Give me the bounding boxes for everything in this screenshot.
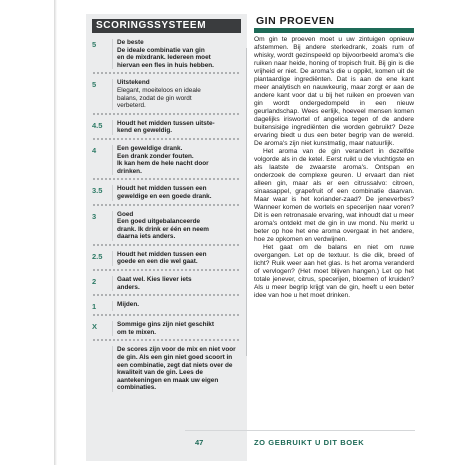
score-description: kend en geweldig.: [117, 127, 173, 135]
score-description: Ik kan hem de hele nacht door: [117, 160, 209, 168]
score-label: Een geweldige drank.: [117, 144, 183, 152]
section-body: [254, 36, 414, 300]
paragraph-1: Om gin te proeven moet u uw zintuigen opnieuw afstemmen. Bij andere sterkedrank, zoals rum of whisky, wordt gezinspeeld op bijvoorbeeld aroma's die ruiken naar heide, honing of tropisch fruit. Bij gin is die vrijheid er niet. De aroma's die u oppikt, komen uit de plantaardige ingrediënten. Dat is aan de ene kant meer analytisch en nauwkeurig, maar zorgt er aan de andere kant voor dat u bij het ruiken en proeven van gin wordt ondergedompeld in een nieuw geurlandschap. Wees eerlijk, hoeveel mensen komen dagelijks iriswortel of angelica tegen of de andere buitensisige ingrediënten die worden gebruikt? Deze ervaring biedt u dus een beter begrip van de wereld. De aroma's zijn niet kunstmatig, maar natuurlijk.: [254, 36, 414, 147]
score-value: 4: [92, 145, 97, 155]
score-row: [92, 79, 241, 109]
dotted-separator: [92, 71, 241, 77]
paragraph-3: Het gaat om de balans en niet om ruwe overgangen. Let op de textuur. Is die dik, breed of licht? Ruik weer aan het glas. Is het aroma veranderd of vervlogen? (Het moet blijven hangen.) Let op het totale jenever, citrus, specerijen, bloemen of kruiden? Als u meer begrip krijgt van de gin, heeft u een beter idee van hoe u het moet drinken.: [254, 244, 414, 299]
running-footer: ZO GEBRUIKT U DIT BOEK: [254, 438, 365, 447]
footer-rule: [185, 430, 415, 431]
score-note-text: De scores zijn voor de mix en niet voor de gin. Als een gin niet goed scoort in een combinatie, zegt dat niets over de kwaliteit van de gin. Lees de aantekeningen en maak uw eigen combinaties.: [117, 346, 236, 392]
section-title: GIN PROEVEN: [256, 15, 335, 27]
score-description: Een goed uitgebalanceerde: [117, 218, 201, 226]
column-divider: [246, 48, 247, 356]
score-note: [92, 346, 241, 392]
score-label: Uitstekend: [117, 79, 150, 87]
score-description: om te mixen.: [117, 328, 157, 336]
score-label: Houdt het midden tussen uitste-: [117, 119, 215, 127]
score-value: 3: [92, 211, 97, 221]
dotted-separator: [92, 293, 241, 299]
score-description: verbeterd.: [117, 102, 146, 110]
page-number: 47: [195, 438, 204, 447]
dotted-separator: [92, 268, 241, 274]
score-description: drinken.: [117, 167, 142, 175]
score-label: Mijden.: [117, 301, 140, 309]
score-description: drank. Ik drink er één en neem: [117, 225, 209, 233]
dotted-separator: [92, 112, 241, 118]
dotted-separator: [92, 313, 241, 319]
score-description: balans, zodat de gin wordt: [117, 94, 192, 102]
score-row: [92, 251, 241, 266]
book-page: [54, 0, 414, 465]
score-value: 4.5: [92, 120, 103, 130]
score-row: [92, 185, 241, 200]
score-label: Goed: [117, 210, 134, 218]
score-value: 1: [92, 302, 97, 312]
score-label: De beste: [117, 39, 144, 46]
dotted-separator: [92, 203, 241, 209]
score-list: [86, 39, 247, 344]
score-description: De ideale combinatie van gin: [117, 46, 205, 54]
paragraph-2: Het aroma van de gin verandert in dezelfde volgorde als in de ketel. Eerst ruikt u de vluchtigste en als laatste de zwaarste aroma's. Ontspan en onderzoek de complexe geuren. U ervaart dan niet alleen gin, maar als er een citrussalvo: citroen, sinaasappel, grapefruit of een combinatie daarvan. Maar waar is het koriander-zaad? De jeneverbes? Wanneer komen de wortels en specerijen naar voren? Dit is een retronasale ervaring, wat inhoudt dat u meer aroma's ontdekt met de gin in uw mond. Nu merkt u beter op hoe het ene aroma overgaat in het andere, hoe ze opkomen en verdwijnen.: [254, 148, 414, 243]
score-row: [92, 145, 241, 175]
score-value: X: [92, 322, 98, 332]
section-header: [254, 14, 414, 33]
score-description: anders.: [117, 283, 140, 291]
score-value: 5: [92, 40, 97, 49]
score-value: 2.5: [92, 251, 103, 261]
score-description: Elegant, moeiteloos en ideale: [117, 86, 201, 94]
score-label: Houdt het midden tussen een: [117, 185, 207, 193]
dotted-separator: [92, 177, 241, 183]
scoring-sidebar: [86, 14, 247, 461]
score-label: Gaat wel. Kies liever iets: [117, 276, 192, 284]
score-row: [92, 321, 241, 336]
score-description: goede en een die wel gaat.: [117, 258, 198, 266]
sidebar-title: SCORINGSSYSTEEM: [92, 19, 241, 33]
score-row: [92, 301, 241, 311]
dotted-separator: [92, 137, 241, 143]
score-description: Een drank zonder fouten.: [117, 152, 194, 160]
dotted-separator: [92, 243, 241, 249]
score-description: en de mixdrank. Iedereen moet: [117, 54, 211, 62]
score-row: [92, 39, 241, 69]
dotted-separator: [92, 338, 241, 344]
score-row: [92, 211, 241, 241]
score-description: hiervan een fles in huis hebben.: [117, 61, 214, 69]
score-value: 2: [92, 277, 97, 287]
score-value: 5: [92, 80, 97, 90]
gin-tasting-section: [254, 14, 414, 300]
score-label: Sommige gins zijn niet geschikt: [117, 321, 214, 329]
score-description: geweldige en een goede drank.: [117, 192, 212, 200]
score-description: daarna iets anders.: [117, 233, 176, 241]
score-value: 3.5: [92, 186, 103, 196]
score-label: Houdt het midden tussen een: [117, 250, 207, 258]
score-row: [92, 120, 241, 135]
score-row: [92, 276, 241, 291]
spine-shadow: [54, 0, 57, 465]
